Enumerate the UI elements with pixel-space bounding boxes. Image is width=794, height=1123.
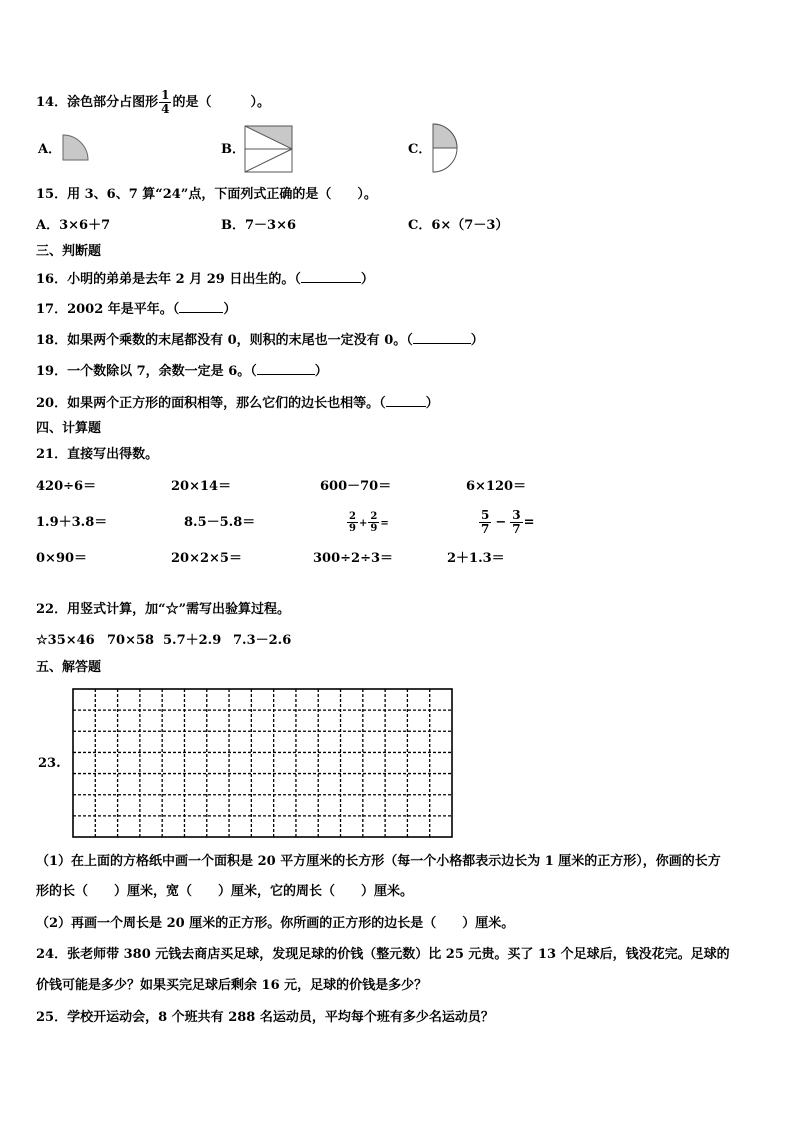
q14-figure-c <box>431 122 461 174</box>
q14-text-before: 涂色部分占图形 <box>67 95 159 110</box>
q21-line <box>36 446 158 464</box>
q19-number: 19． <box>36 364 68 379</box>
q22-item: 70×58 <box>107 633 155 648</box>
q21-item: 0×90＝ <box>36 551 88 566</box>
q22-number: 22． <box>36 602 68 617</box>
q23-part2: （2）再画一个周长是 20 厘米的正方形。你所画的正方形的边长是（ ）厘米。 <box>36 916 515 931</box>
q16-number: 16． <box>36 272 68 287</box>
q20-answer-blank[interactable] <box>386 394 426 407</box>
q14-number: 14． <box>36 95 68 110</box>
q24-line1 <box>36 946 730 964</box>
q16-line <box>36 270 374 289</box>
q22-item: 7.3－2.6 <box>233 633 292 648</box>
frac <box>479 509 491 536</box>
q17-line <box>36 300 236 319</box>
q22-item: 5.7＋2.9 <box>163 633 222 648</box>
q17-close: ） <box>223 302 237 317</box>
q14-frac-num: 1 <box>161 88 170 102</box>
q14-figure-b <box>244 125 294 173</box>
q19-close: ） <box>314 364 328 379</box>
frac-op: + <box>358 518 368 529</box>
frac-den: 9 <box>370 523 378 534</box>
q15-option-c-label: C． <box>408 218 432 233</box>
q25-line <box>36 1009 494 1027</box>
frac <box>347 511 358 534</box>
q24-number: 24． <box>36 947 68 962</box>
frac-eq: = <box>523 515 535 530</box>
q21-text: 直接写出得数。 <box>67 447 159 462</box>
q17-answer-blank[interactable] <box>179 300 223 313</box>
q15-option-b-label: B． <box>221 218 245 233</box>
frac-num: 3 <box>512 508 521 522</box>
q21-item: 300÷2÷3＝ <box>313 551 394 566</box>
q24-text-1: 张老师带 380 元钱去商店买足球，发现足球的价钱（整元数）比 25 元贵。买了 13 个足球后，钱没花完。足球的 <box>67 947 730 962</box>
q22-text: 用竖式计算，加“☆”需写出验算过程。 <box>67 602 291 617</box>
q16-text: 小明的弟弟是去年 2 月 29 日出生的。（ <box>67 272 301 287</box>
q15-option-b-value: 7－3×6 <box>245 218 297 233</box>
q21-item: 1.9＋3.8＝ <box>36 515 108 530</box>
q21-fraction-expr-a <box>346 505 389 542</box>
q20-line <box>36 394 439 413</box>
q14-text-after: 的是（ ）。 <box>172 95 270 110</box>
q14-option-b-label: B． <box>221 142 245 157</box>
q15-option-a-value: 3×6＋7 <box>59 218 111 233</box>
q21-fraction-expr-b <box>478 503 535 543</box>
q20-close: ） <box>425 396 439 411</box>
frac-den: 9 <box>349 523 356 534</box>
q21-item: 6×120＝ <box>466 479 527 494</box>
q24-line2: 价钱可能是多少？如果买完足球后剩余 16 元，足球的价钱是多少？ <box>36 978 428 993</box>
q18-line <box>36 331 484 350</box>
q21-item: 2＋1.3＝ <box>447 551 505 566</box>
q17-text: 2002 年是平年。（ <box>67 302 180 317</box>
frac-num: 2 <box>370 511 378 522</box>
q16-close: ） <box>360 272 374 287</box>
q14-option-c-label: C． <box>408 142 432 157</box>
q15-option-b <box>221 217 296 235</box>
q14-figure-a <box>62 134 90 162</box>
frac-den: 7 <box>481 522 490 536</box>
frac-num: 5 <box>481 508 490 522</box>
section-3-heading: 三、判断题 <box>36 244 102 259</box>
q15-option-c-value: 6×（7－3） <box>431 218 509 233</box>
q21-item: 20×2×5＝ <box>171 551 242 566</box>
q22-line <box>36 601 290 619</box>
q16-answer-blank[interactable] <box>301 270 361 283</box>
q15-option-a <box>36 217 110 235</box>
q18-close: ） <box>470 333 484 348</box>
grid-border <box>73 689 452 837</box>
q21-item: 8.5－5.8＝ <box>184 515 256 530</box>
frac <box>368 511 379 534</box>
q23-number: 23. <box>38 756 61 771</box>
q14-option-a-label: A． <box>38 142 62 157</box>
q15-option-c <box>408 217 508 235</box>
q14-fraction <box>159 89 171 116</box>
q21-number: 21． <box>36 447 68 462</box>
frac-eq: = <box>380 518 389 529</box>
q19-answer-blank[interactable] <box>257 362 315 375</box>
section-4-heading: 四、计算题 <box>36 421 102 436</box>
frac <box>510 509 522 536</box>
q18-number: 18． <box>36 333 68 348</box>
q25-text: 学校开运动会，8 个班共有 288 名运动员，平均每个班有多少名运动员？ <box>67 1010 494 1025</box>
q18-answer-blank[interactable] <box>413 331 471 344</box>
frac-num: 2 <box>349 511 356 522</box>
q14-line <box>36 89 270 116</box>
q20-number: 20． <box>36 396 68 411</box>
q15-line <box>36 186 377 204</box>
q14-frac-den: 4 <box>161 102 170 116</box>
frac-op: − <box>495 515 507 530</box>
q22-item: ☆35×46 <box>36 633 95 648</box>
frac-den: 7 <box>512 522 521 536</box>
q19-text: 一个数除以 7，余数一定是 6。（ <box>67 364 257 379</box>
q18-text: 如果两个乘数的末尾都没有 0，则积的末尾也一定没有 0。（ <box>67 333 413 348</box>
q21-item: 20×14＝ <box>171 479 232 494</box>
q19-line <box>36 362 328 381</box>
q15-number: 15． <box>36 187 68 202</box>
q15-text: 用 3、6、7 算“24”点，下面列式正确的是（ ）。 <box>67 187 377 202</box>
q20-text: 如果两个正方形的面积相等，那么它们的边长也相等。（ <box>67 396 386 411</box>
q25-number: 25． <box>36 1010 68 1025</box>
q17-number: 17． <box>36 302 68 317</box>
q21-item: 600－70＝ <box>320 479 392 494</box>
q23-part1-line1: （1）在上面的方格纸中画一个面积是 20 平方厘米的长方形（每一个小格都表示边长为 1 厘米的正方形），你画的长方 <box>36 854 721 869</box>
q21-item: 420÷6＝ <box>36 479 97 494</box>
section-5-heading: 五、解答题 <box>36 660 102 675</box>
q23-grid-paper[interactable] <box>72 688 453 838</box>
q15-option-a-label: A． <box>36 218 60 233</box>
q23-part1-line2: 形的长（ ）厘米，宽（ ）厘米，它的周长（ ）厘米。 <box>36 884 414 899</box>
